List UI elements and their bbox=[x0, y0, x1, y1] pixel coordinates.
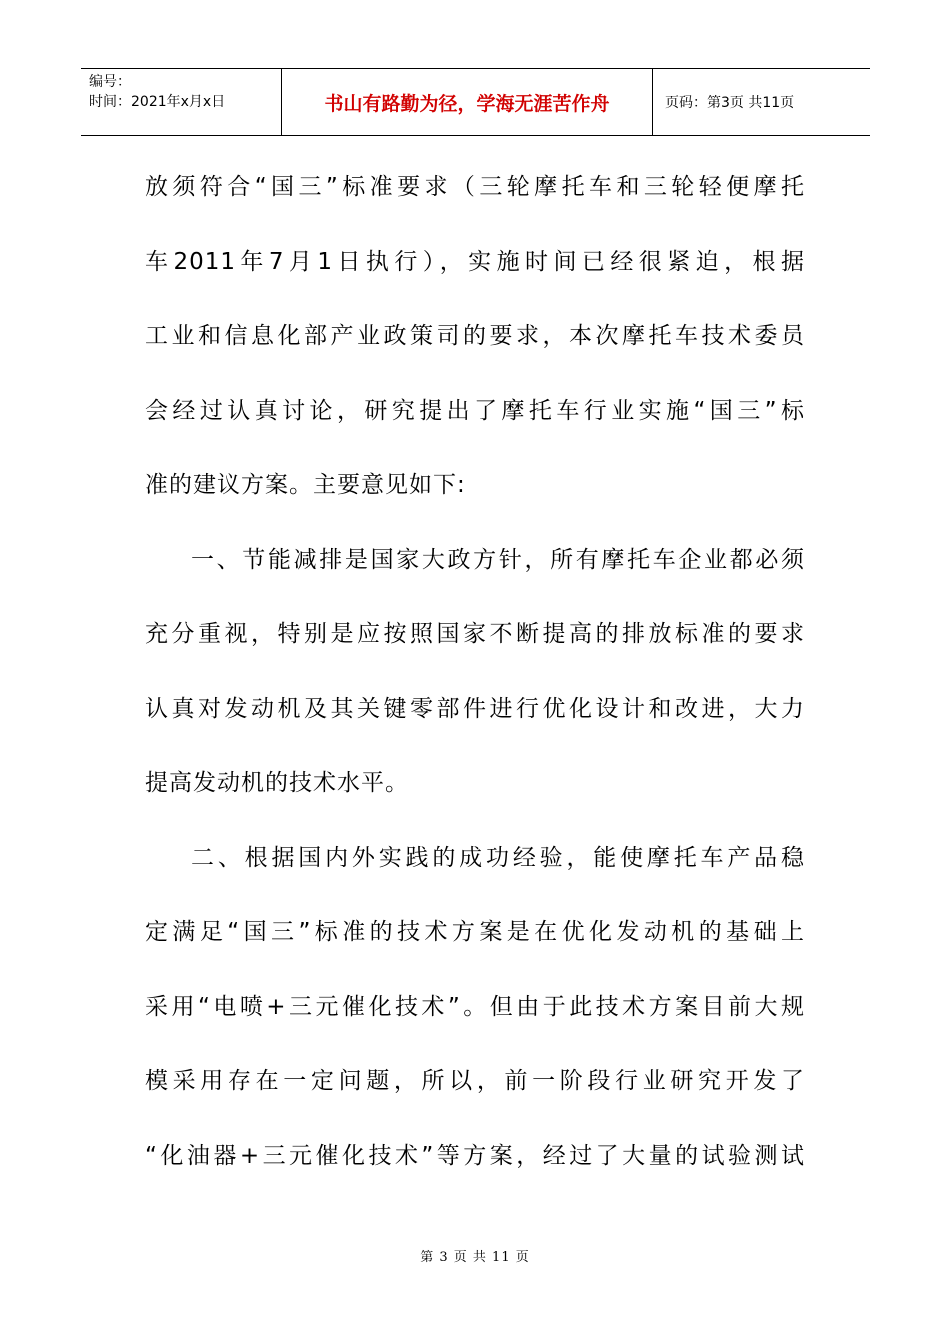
text-line: 会经过认真讨论，研究提出了摩托车行业实施“国三”标 bbox=[145, 397, 805, 424]
text-line: “化油器+三元催化技术”等方案，经过了大量的试验测试 bbox=[145, 1142, 805, 1169]
text-line: 定满足“国三”标准的技术方案是在优化发动机的基础上 bbox=[145, 919, 805, 945]
page-footer: 第 3 页 共 11 页 bbox=[420, 1250, 530, 1265]
text-line: 准的建议方案。主要意见如下: bbox=[145, 472, 466, 498]
text-line: 模采用存在一定问题，所以，前一阶段行业研究开发了 bbox=[145, 1068, 805, 1094]
text-line: 采用“电喷+三元催化技术”。但由于此技术方案目前大规 bbox=[145, 993, 805, 1020]
text-line: 车2011年7月1日执行），实施时间已经很紧迫，根据 bbox=[145, 248, 805, 275]
document-body bbox=[145, 150, 805, 1193]
document-date: 时间：2021年x月x日 bbox=[89, 94, 226, 110]
text-line: 一、节能减排是国家大政方针，所有摩托车企业都必须 bbox=[191, 546, 805, 573]
paragraph-continuation bbox=[145, 150, 805, 523]
document-number-label: 编号： bbox=[89, 74, 131, 90]
text-line: 放须符合“国三”标准要求（三轮摩托车和三轮轻便摩托 bbox=[145, 174, 805, 200]
text-line: 二、根据国内外实践的成功经验，能使摩托车产品稳 bbox=[191, 844, 805, 871]
header-motto: 书山有路勤为径，学海无涯苦作舟 bbox=[282, 69, 653, 135]
header-meta bbox=[81, 69, 282, 135]
header-page-info: 页码：第3页 共11页 bbox=[665, 95, 795, 111]
paragraph-point-two bbox=[145, 821, 805, 1194]
text-line: 提高发动机的技术水平。 bbox=[145, 770, 409, 796]
text-line: 工业和信息化部产业政策司的要求，本次摩托车技术委员 bbox=[145, 323, 805, 349]
page-header bbox=[81, 68, 870, 136]
text-line: 认真对发动机及其关键零部件进行优化设计和改进，大力 bbox=[145, 695, 805, 722]
text-line: 充分重视，特别是应按照国家不断提高的排放标准的要求 bbox=[145, 621, 805, 647]
paragraph-point-one bbox=[145, 523, 805, 821]
